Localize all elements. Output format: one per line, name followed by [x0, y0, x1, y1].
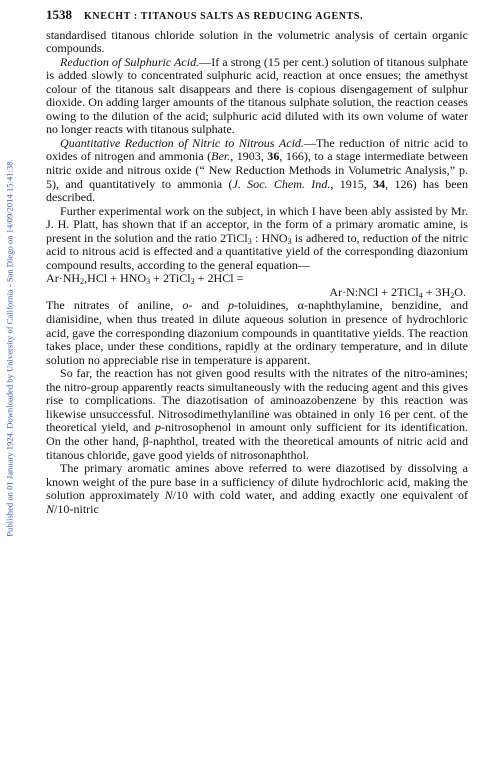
- page-number: 1538: [46, 7, 72, 22]
- citation-journal: Ber.: [211, 149, 231, 164]
- equation-line-1: $Ar\cdot NH_2,HCl + HNO_3$ + 2TiCl$_3$ + 2HCl =: [46, 271, 244, 287]
- journal-page: [46, 8, 468, 516]
- citation-volume: 34: [373, 176, 386, 191]
- equation-line-2: Ar·N:NCl + 2TiCl$_4$ + $3H_2O$.: [329, 284, 466, 300]
- section-heading: Reduction of Sulphuric Acid.: [60, 54, 200, 69]
- page-header: [46, 8, 468, 24]
- paragraph-sulphuric-acid: Reduction of Sulphuric Acid.—If a strong (15 per cent.) solution of titanous sulphate is added slowly to concentrated sulphuric acid, reaction at once ensues; the amethyst colour of the titanous salt disappears and there is copious disengagement of sulphur dioxide. On adding larger amounts of the titanous sulphate solution, the reaction ceases owing to the dilution of the acid; sulphuric acid diluted with its own volume of water no longer reacts with titanous sulphate.: [46, 54, 468, 137]
- paragraph-nitro-amines: So far, the reaction has not given good results with the nitrates of the nitro-amines; the nitro-group apparently reacts simultaneously with the reducing agent and this gives rise to complications. The diazotisation of aminoazobenzene by this reaction was likewise unsuccessful. Nitrosodimethylaniline was obtained in only 16 per cent. of the theoretical yield, and p-nitrosophenol in amount only sufficient for its identification. On the other hand, β-naphthol, treated with the theoretical amounts of nitric acid and titanous chloride, gave good yields of nitrosonaphthol.: [46, 366, 468, 462]
- paragraph-continuation: standardised titanous chloride solution in the volumetric analysis of certain organic compounds.: [46, 27, 468, 56]
- paragraph-experimental: Further experimental work on the subject, in which I have been ably assisted by Mr. J. H. Platt, has shown that if an acceptor, in the form of a primary aromatic amine, is present in the solution and the ratio 2TiCl$_3$ : $HNO_3$ is adhered to, reduction of the nitric acid to nitrous acid is effected and a quantitative yield of the corresponding diazonium compound results, according to the general equation—: [46, 203, 468, 272]
- download-watermark-text: Published on 01 January 1924. Downloaded by University of California - San Diego on 14/09/2014 15:41:38.: [5, 159, 15, 537]
- citation-journal: J. Soc. Chem. Ind.: [232, 176, 331, 191]
- citation-volume: 36: [267, 149, 280, 164]
- running-title: KNECHT : TITANOUS SALTS AS REDUCING AGENTS.: [84, 11, 364, 22]
- paragraph-nitrates: The nitrates of aniline, o- and p-toluidines, α-naphthylamine, benzidine, and dianisidine, when thus treated in dilute aqueous solution in presence of hydrochloric acid, gave the corresponding diazonium compounds in quantitative yields. The reaction takes place, under these conditions, rapidly at the ordinary temperature, and in dilute solution no appreciable rise in temperature is apparent.: [46, 298, 468, 367]
- section-heading: Quantitative Reduction of Nitric to Nitrous Acid.: [60, 135, 304, 150]
- download-watermark: [4, 18, 16, 678]
- paragraph-diazotisation: The primary aromatic amines above referred to were diazotised by dissolving a known weight of the pure base in a sufficiency of dilute hydrochloric acid, making the solution approximately N/10 with cold water, and adding exactly one equivalent of N/10-nitric: [46, 461, 468, 516]
- paragraph-nitric-acid: Quantitative Reduction of Nitric to Nitrous Acid.—The reduction of nitric acid to oxides of nitrogen and ammonia (Ber., 1903, 36, 166), to a stage intermediate between nitric oxide and nitrous oxide (“ New Reduction Methods in Volumetric Analysis,” p. 5), and quantitatively to ammonia (J. Soc. Chem. Ind., 1915, 34, 126) has been described.: [46, 135, 469, 205]
